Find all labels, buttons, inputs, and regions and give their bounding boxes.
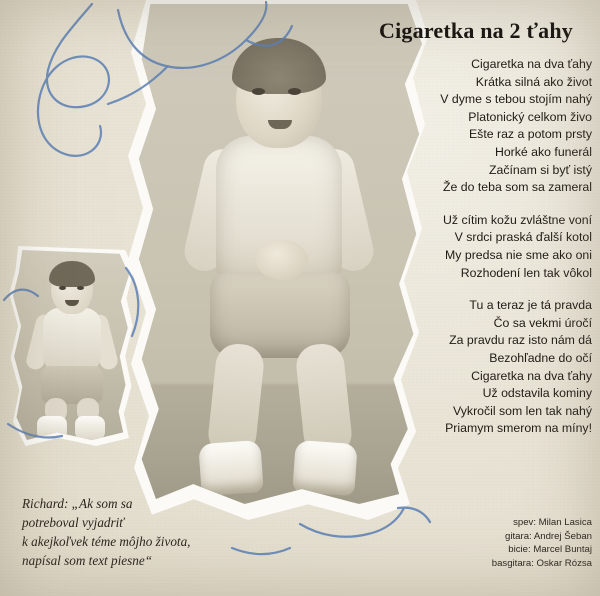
inset-boy-hair [49, 261, 95, 287]
lyric-line: Horké ako funerál [494, 144, 592, 159]
boy-hair [232, 38, 326, 94]
lyric-line: V srdci praská ďalší kotol [454, 230, 592, 245]
credit-line: basgitara: Oskar Rózsa [491, 557, 592, 569]
inset-boy-figure [23, 264, 119, 440]
quote-line: potreboval vyjadriť [22, 515, 125, 530]
lyric-line: Vykročil som len tak nahý [453, 403, 592, 418]
lyric-line: Cigaretka na dva ťahy [471, 368, 592, 383]
credit-line: spev: Milan Lasica [513, 517, 592, 528]
lyrics-block [352, 56, 592, 453]
lyric-line: Čo sa vekmi úročí [493, 315, 592, 330]
boy-right-shoe [292, 440, 357, 496]
lyric-line: Cigaretka na dva ťahy [471, 57, 592, 71]
lyric-line: Bezohľadne do očí [489, 350, 592, 365]
lyric-line: Platonický celkom živo [468, 109, 592, 124]
lyric-line: Už cítim kožu zvláštne voní [443, 212, 592, 227]
boy-hands [256, 240, 308, 280]
inset-boy-right-shoe [75, 416, 105, 440]
boy-left-shoe [198, 440, 263, 496]
quote-line: k akejkoľvek téme môjho života, [22, 534, 191, 549]
lyrics-stanza-2 [352, 212, 592, 282]
artist-quote [22, 494, 262, 570]
lyric-line: V dyme s tebou stojím nahý [440, 92, 592, 107]
lyrics-stanza-1 [352, 56, 592, 197]
lyric-line: Ešte raz a potom prsty [468, 127, 592, 142]
inset-photo [13, 250, 129, 440]
lyric-line: Priamym smerom na míny! [445, 421, 592, 436]
boy-left-eye [252, 88, 265, 95]
credit-line: gitara: Andrej Šeban [505, 530, 592, 542]
lyric-line: My predsa nie sme ako oni [445, 247, 592, 262]
credit-line: bicie: Marcel Buntaj [508, 544, 592, 556]
lyric-line: Že do teba som sa zameral [443, 180, 592, 195]
lyrics-stanza-3 [352, 297, 592, 438]
inset-boy-torso [43, 308, 101, 372]
lyric-line: Za pravdu raz isto nám dá [449, 333, 592, 348]
inset-boy-right-eye [77, 286, 84, 290]
quote-line: Richard: „Ak som sa [22, 496, 133, 511]
lyric-line: Rozhodení len tak vôkol [460, 265, 592, 280]
inset-boy-left-eye [59, 286, 66, 290]
boy-right-eye [288, 88, 301, 95]
song-title: Cigaretka na 2 ťahy [379, 18, 573, 43]
lyric-line: Začínam si byť istý [488, 162, 592, 177]
lyric-line: Tu a teraz je tá pravda [469, 298, 592, 313]
lyric-line: Krátka silná ako život [475, 74, 592, 89]
musician-credits [470, 516, 592, 570]
quote-line: napísal som text piesne“ [22, 553, 153, 568]
lyric-line: Už odstavila kominy [482, 386, 592, 401]
